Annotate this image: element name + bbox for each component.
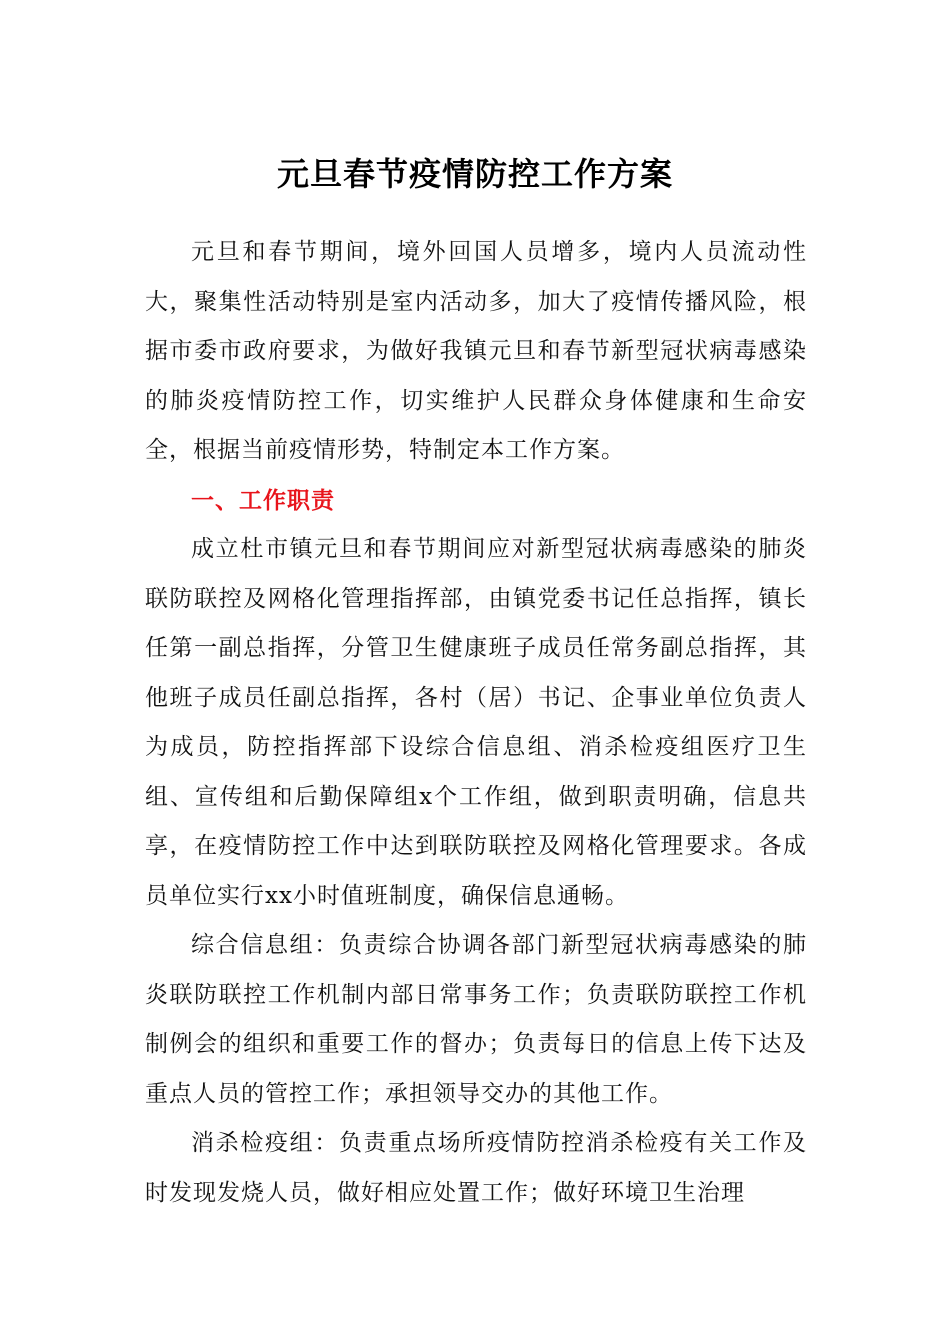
document-body: [145, 228, 807, 1218]
intro-paragraph: 元旦和春节期间，境外回国人员增多，境内人员流动性大，聚集性活动特别是室内活动多，加大了疫情传播风险，根据市委市政府要求，为做好我镇元旦和春节新型冠状病毒感染的肺炎疫情防控工作，切实维护人民群众身体健康和生命安全，根据当前疫情形势，特制定本工作方案。: [145, 239, 807, 463]
document-title: 元旦春节疫情防控工作方案: [276, 155, 673, 193]
info-group-paragraph: 综合信息组：负责综合协调各部门新型冠状病毒感染的肺炎联防联控工作机制内部日常事务工作；负责联防联控工作机制例会的组织和重要工作的督办；负责每日的信息上传下达及重点人员的管控工作；承担领导交办的其他工作。: [145, 932, 807, 1107]
command-structure-paragraph: 成立杜市镇元旦和春节期间应对新型冠状病毒感染的肺炎联防联控及网格化管理指挥部，由镇党委书记任总指挥，镇长任第一副总指挥，分管卫生健康班子成员任常务副总指挥，其他班子成员任副总指挥，各村（居）书记、企事业单位负责人为成员，防控指挥部下设综合信息组、消杀检疫组医疗卫生组、宣传组和后勤保障组x个工作组，做到职责明确，信息共享，在疫情防控工作中达到联防联控及网格化管理要求。各成员单位实行xx小时值班制度，确保信息通畅。: [145, 536, 807, 909]
disinfection-group-paragraph: 消杀检疫组：负责重点场所疫情防控消杀检疫有关工作及时发现发烧人员，做好相应处置工作；做好环境卫生治理: [145, 1130, 807, 1206]
section-heading-work-duties: 一、工作职责: [191, 486, 335, 514]
